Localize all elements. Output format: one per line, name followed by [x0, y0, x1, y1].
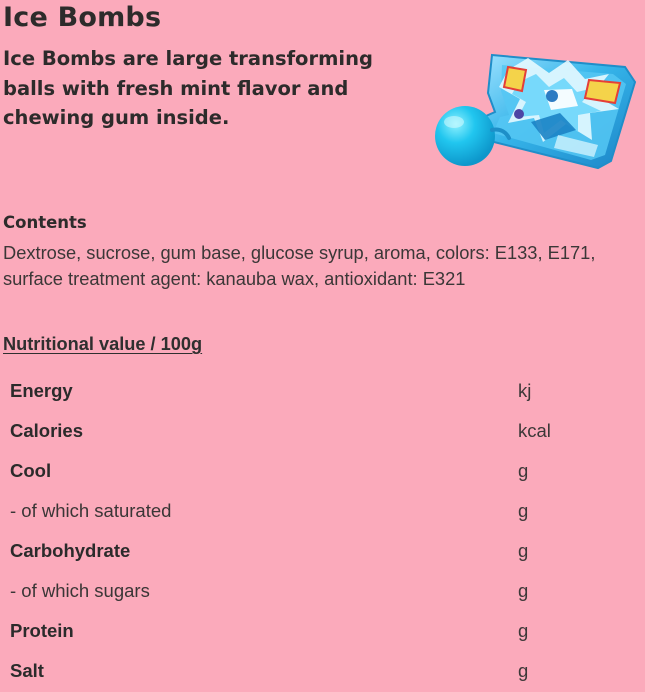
nutrition-label-salt: Salt: [10, 660, 44, 681]
nutrition-row-cool: [10, 452, 645, 492]
nutrition-unit-carbohydrate: g: [518, 540, 529, 561]
nutrition-label-energy: Energy: [10, 380, 73, 401]
nutrition-row-calories: [10, 412, 645, 452]
nutrition-row-energy: [10, 372, 645, 412]
nutrition-label-cool: Cool: [10, 460, 52, 481]
nutrition-row-saturated: [10, 492, 645, 532]
page-title: Ice Bombs: [3, 2, 162, 33]
nutrition-unit-salt: g: [518, 660, 529, 681]
nutrition-label-protein: Protein: [10, 620, 74, 641]
nutrition-table: [10, 372, 645, 692]
nutrition-unit-cool: g: [518, 460, 529, 481]
nutrition-row-salt: [10, 652, 645, 692]
contents-text: Dextrose, sucrose, gum base, glucose syrup, aroma, colors: E133, E171, surface treatment agent: kanauba wax, antioxidant: E321: [3, 242, 596, 289]
nutrition-row-carbohydrate: [10, 532, 645, 572]
nutrition-label-carbohydrate: Carbohydrate: [10, 540, 131, 561]
nutrition-unit-energy: kj: [518, 380, 532, 401]
nutrition-row-sugars: [10, 572, 645, 612]
product-intro: Ice Bombs are large transforming balls with fresh mint flavor and chewing gum inside.: [3, 47, 373, 129]
nutrition-unit-protein: g: [518, 620, 529, 641]
nutrition-label-sugars: - of which sugars: [10, 580, 150, 601]
nutrition-unit-sugars: g: [518, 580, 529, 601]
nutrition-title: Nutritional value / 100g: [3, 334, 203, 354]
contents-title: Contents: [3, 213, 87, 232]
nutrition-row-protein: [10, 612, 645, 652]
nutrition-unit-calories: kcal: [518, 420, 551, 441]
ice-bombs-candy-icon: [430, 40, 640, 175]
nutrition-label-calories: Calories: [10, 420, 84, 441]
nutrition-label-saturated: - of which saturated: [10, 500, 172, 521]
nutrition-unit-saturated: g: [518, 500, 529, 521]
